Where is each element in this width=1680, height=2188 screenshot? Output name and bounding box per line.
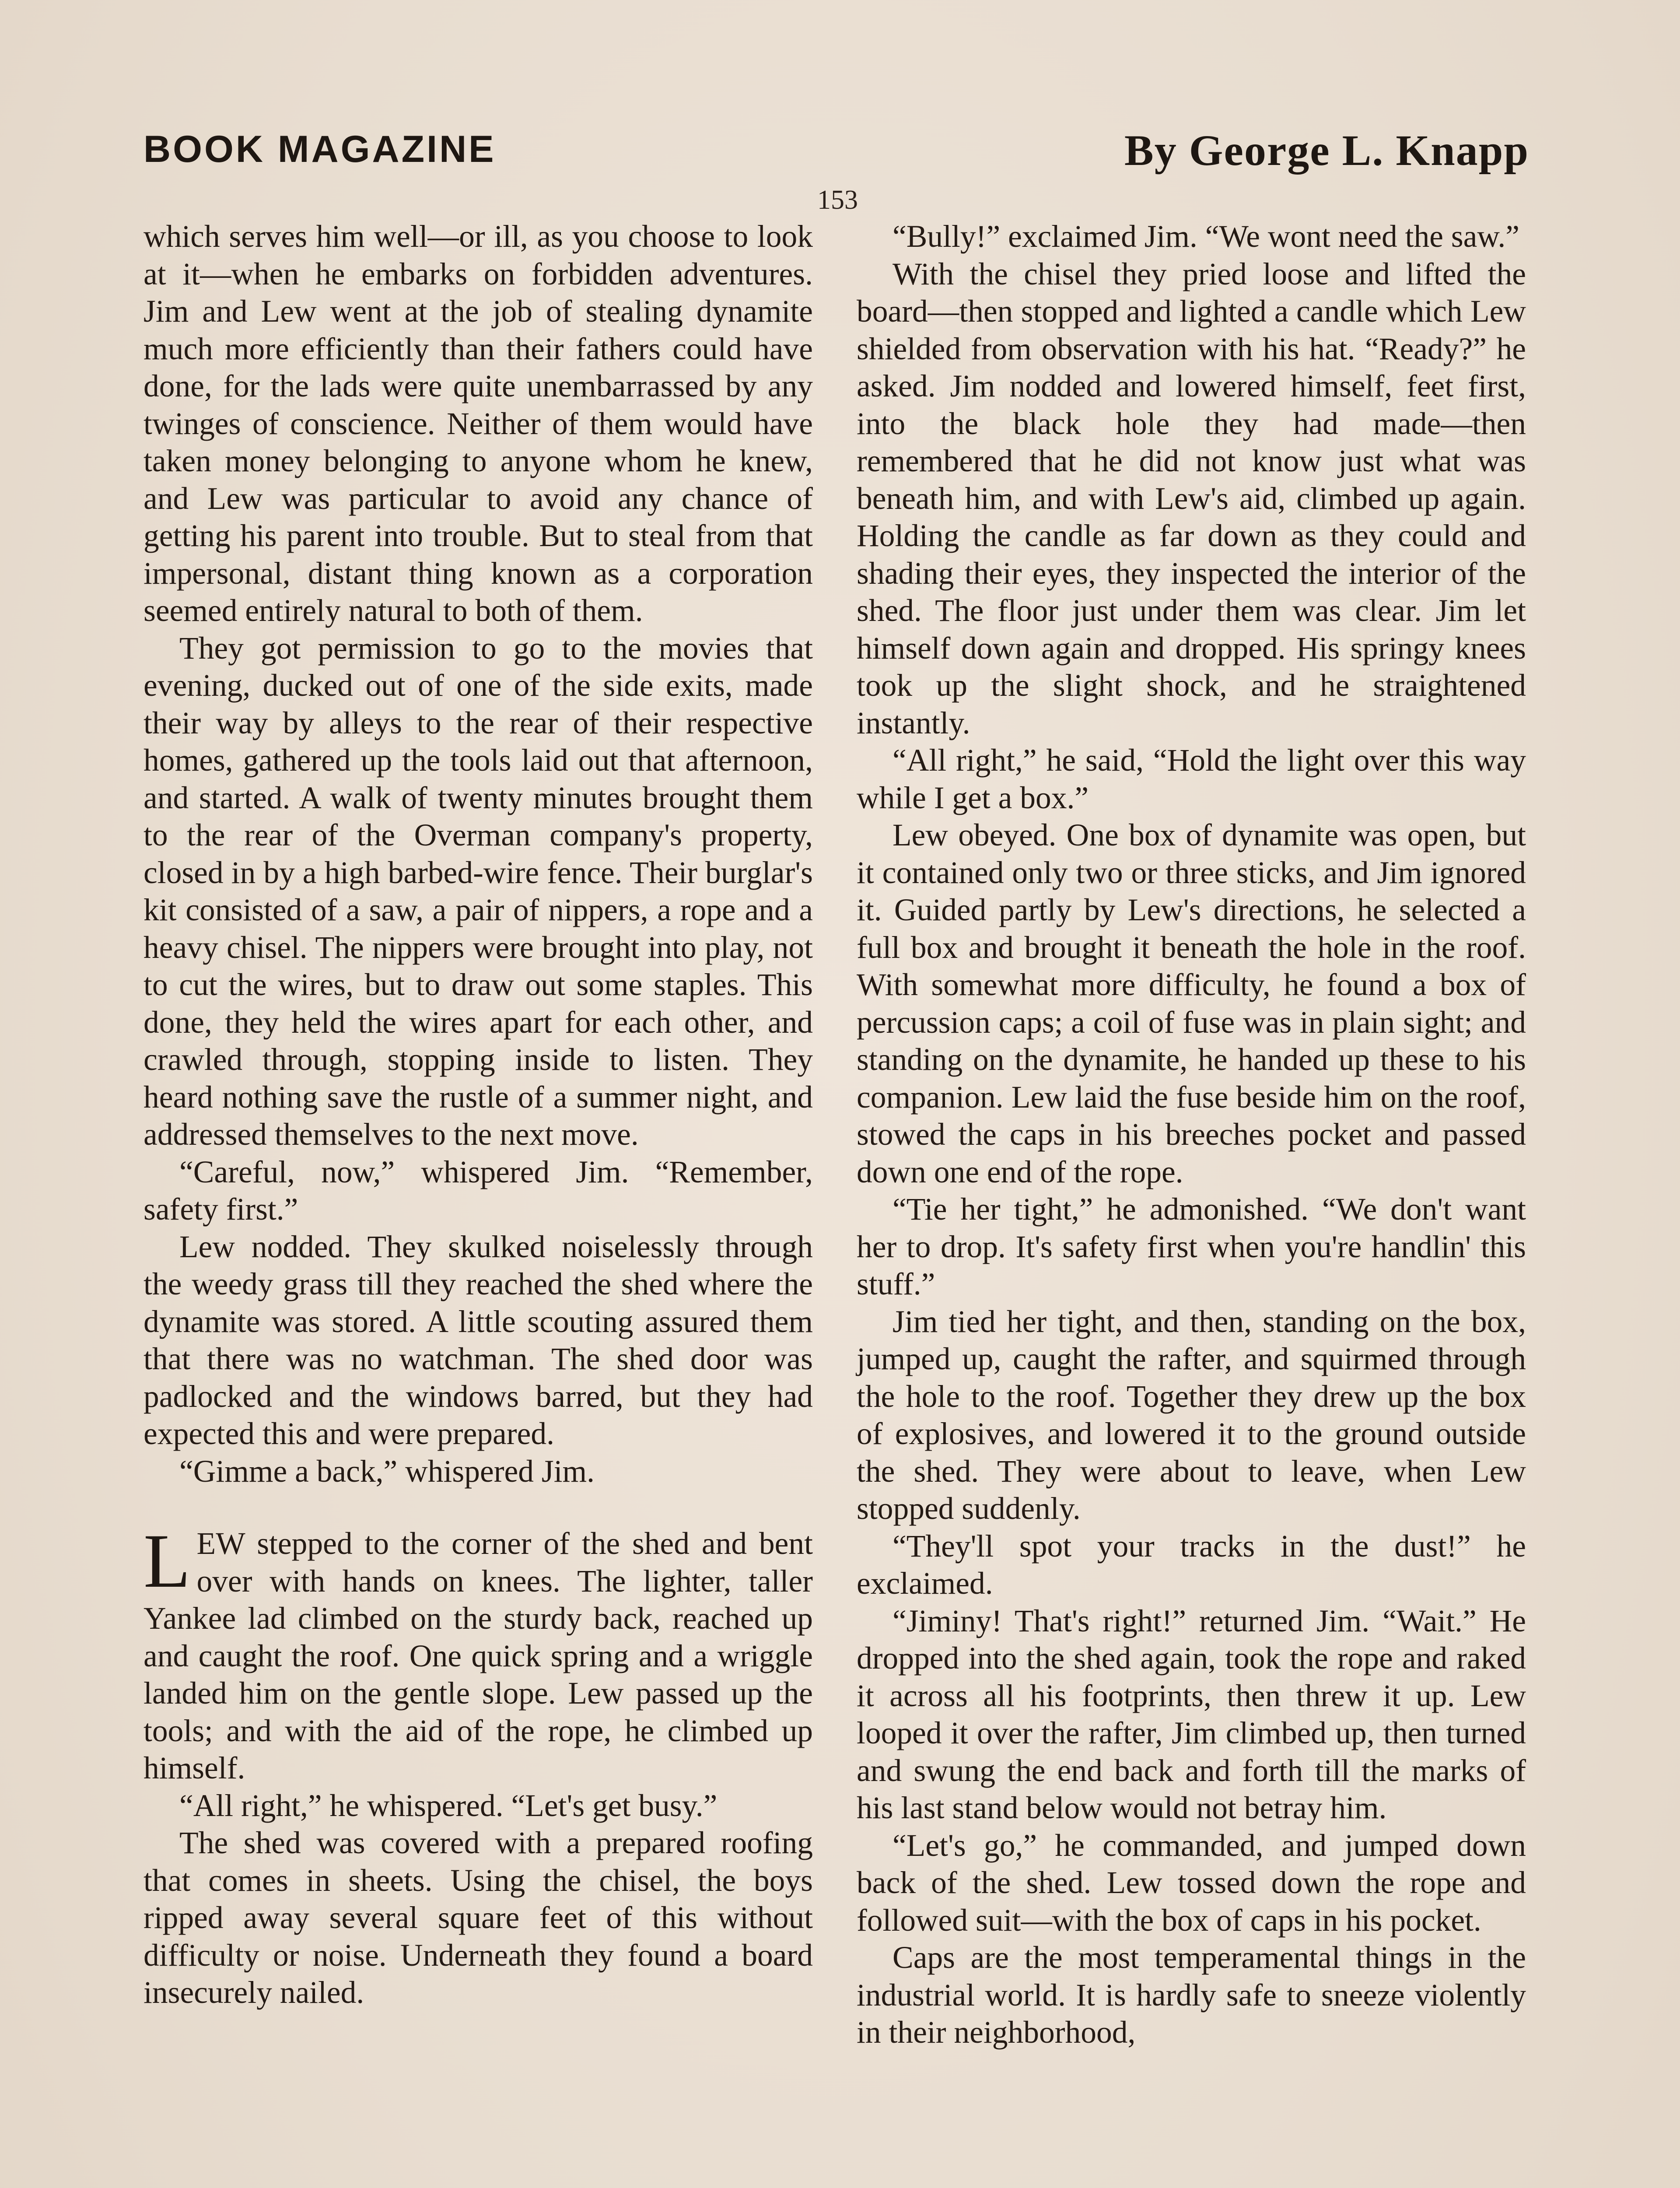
page-number: 153 xyxy=(817,185,858,215)
paragraph: Lew obeyed. One box of dynamite was open, but it contained only two or three sticks, and Jim ignored it. Guided partly by Lew's directions, he selected a full box and brought it beneath the hole in the roof. With somewhat more difficulty, he found a box of percussion caps; a coil of fuse was in plain sight; and standing on the dynamite, he handed up these to his companion. Lew laid the fuse beside him on the roof, stowed the caps in his breeches pocket and passed down one end of the rope. xyxy=(857,818,1526,1189)
paragraph: Jim tied her tight, and then, standing on the box, jumped up, caught the rafter, and squirmed through the hole to the roof. Together they drew up the box of explosives, and lowered it to the ground outside the shed. They were about to leave, when Lew stopped suddenly. xyxy=(857,1304,1526,1526)
paragraph: “Careful, now,” whispered Jim. “Remember, safety first.” xyxy=(144,1154,813,1227)
dropcap-paragraph-text: EW stepped to the corner of the shed and bent over with hands on knees. The lighter, taller Yankee lad climbed on the sturdy back, reached up and caught the roof. One quick spring and a wriggle landed him on the gentle slope. Lew passed up the tools; and with the aid of the rope, he climbed up himself. xyxy=(144,1526,813,1785)
author-byline: By George L. Knapp xyxy=(1124,126,1529,175)
paragraph: They got permission to go to the movies that evening, ducked out of one of the side exits, made their way by alleys to the rear of their respective homes, gathered up the tools laid out that afternoon, and started. A walk of twenty minutes brought them to the rear of the Overman company's property, closed in by a high barbed-wire fence. Their burglar's kit consisted of a saw, a pair of nippers, a rope and a heavy chisel. The nippers were brought into play, not to cut the wires, but to draw out some staples. This done, they held the wires apart for each other, and crawled through, stopping inside to listen. They heard nothing save the rustle of a summer night, and addressed themselves to the next move. xyxy=(144,631,813,1152)
paragraph: “Bully!” exclaimed Jim. “We wont need the saw.” xyxy=(892,219,1520,254)
paragraph: The shed was covered with a prepared roofing that comes in sheets. Using the chisel, the boys ripped away several square feet of this without difficulty or noise. Underneath they found a board insecurely nailed. xyxy=(144,1826,813,2010)
paragraph: which serves him well—or ill, as you choose to look at it—when he embarks on forbidden adventures. Jim and Lew went at the job of stealing dynamite much more efficiently than their fathers could have done, for the lads were quite unembarrassed by any twinges of conscience. Neither of them would have taken money belonging to anyone whom he knew, and Lew was particular to avoid any chance of getting his parent into trouble. But to steal from that impersonal, distant thing known as a corporation seemed entirely natural to both of them. xyxy=(144,219,813,628)
paragraph: “Tie her tight,” he admonished. “We don't want her to drop. It's safety first when you're handlin' this stuff.” xyxy=(857,1192,1526,1301)
paragraph: Lew nodded. They skulked noiselessly through the weedy grass till they reached the shed where the dynamite was stored. A little scouting assured them that there was no watchman. The shed door was padlocked and the windows barred, but they had expected this and were prepared. xyxy=(144,1229,813,1451)
drop-cap: L xyxy=(144,1518,191,1604)
paragraph: With the chisel they pried loose and lifted the board—then stopped and lighted a candle which Lew shielded from observation with his hat. “Ready?” he asked. Jim nodded and lowered himself, feet first, into the black hole they had made—then remembered that he did not know just what was beneath him, and with Lew's aid, climbed up again. Holding the candle as far down as they could and shading their eyes, they inspected the interior of the shed. The floor just under them was clear. Jim let himself down again and dropped. His springy knees took up the slight shock, and he straightened instantly. xyxy=(857,256,1526,740)
paragraph: “Let's go,” he commanded, and jumped down back of the shed. Lew tossed down the rope and followed suit—with the box of caps in his pocket. xyxy=(857,1828,1526,1938)
paragraph: “Gimme a back,” whispered Jim. xyxy=(179,1454,595,1489)
paragraph: Caps are the most temperamental things in the industrial world. It is hardly safe to sneeze violently in their neighborhood, xyxy=(857,1940,1526,2050)
paragraph: “Jiminy! That's right!” returned Jim. “Wait.” He dropped into the shed again, took the rope and raked it across all his footprints, then threw it up. Lew looped it over the rafter, Jim climbed up, then turned and swung the end back and forth till the marks of his last stand below would not betray him. xyxy=(857,1603,1526,1825)
left-column xyxy=(144,218,813,2012)
right-column xyxy=(857,218,1526,2051)
paragraph: “They'll spot your tracks in the dust!” he exclaimed. xyxy=(857,1529,1526,1601)
section-break xyxy=(144,1490,813,1525)
magazine-title: BOOK MAGAZINE xyxy=(144,128,496,170)
paragraph: “All right,” he whispered. “Let's get busy.” xyxy=(179,1788,718,1823)
paragraph: “All right,” he said, “Hold the light over this way while I get a box.” xyxy=(857,743,1526,815)
dropcap-paragraph xyxy=(144,1518,813,1787)
